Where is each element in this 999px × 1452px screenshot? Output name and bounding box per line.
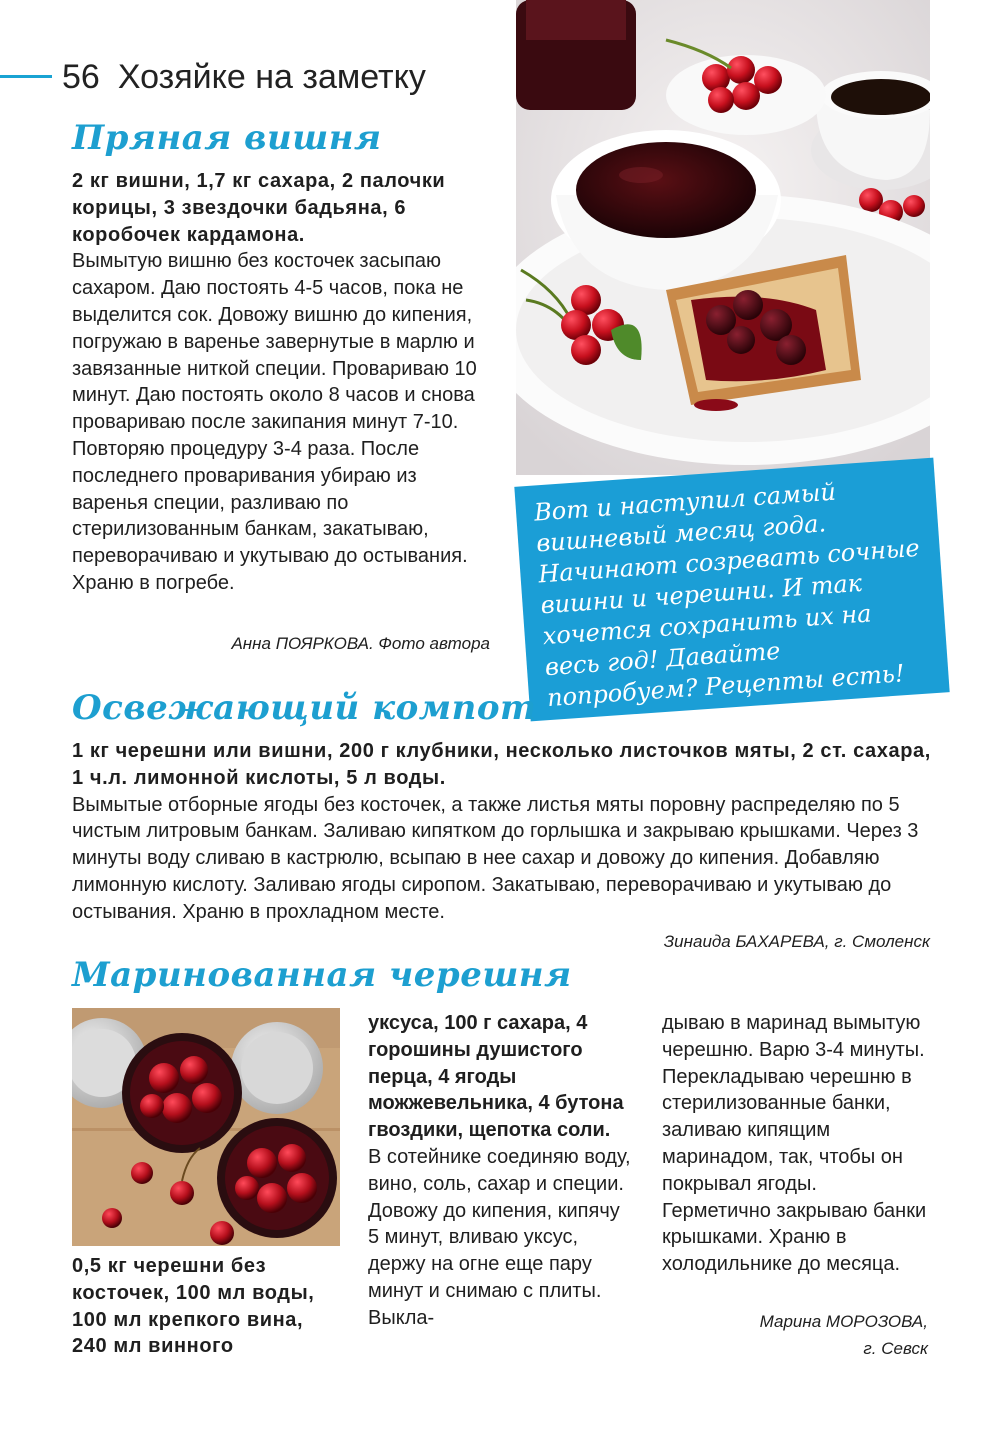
section-title: Хозяйке на заметку bbox=[117, 58, 426, 96]
pickled-cherry-jars-photo bbox=[72, 1008, 340, 1246]
header-rule bbox=[0, 75, 52, 78]
page-header bbox=[62, 58, 426, 97]
callout-text: Вот и наступил самый вишневый месяц года. Начинают созревать сочные вишни и черешни. И так хочется сохранить их на весь год! Давайте попробуем? Рецепты есть! bbox=[533, 477, 921, 713]
recipe1-instructions: Вымытую вишню без косточек засыпаю сахаром. Даю постоять 4-5 часов, пока не выделится сок. Довожу вишню до кипения, погружаю в варенье завернутые в марлю и завязанные ниткой специи. Провариваю 10 минут. Даю постоять около 8 часов и снова провариваю после закипания минут 7-10. Повторяю процедуру 3-4 раза. После последнего проваривания убираю из варенья специи, разливаю по стерилизованным банкам, закатываю, переворачиваю и укутываю до остывания. Храню в погребе. bbox=[72, 250, 477, 594]
cherry-jam-photo bbox=[516, 0, 930, 475]
page-number: 56 bbox=[62, 58, 100, 96]
recipe3-column-right bbox=[662, 1010, 930, 1278]
recipe2-instructions: Вымытые отборные ягоды без косточек, а также листья мяты поровну распределяю по 5 чистым литровым банкам. Заливаю кипятком до горлышка и закрываю крышками. Через 3 минуты воду сливаю в кастрюлю, всыпаю в нее сахар и довожу до кипения. Добавляю лимонную кислоту. Заливаю ягоды сиропом. Закатываю, переворачиваю и укутываю до остывания. Храню в прохладном месте. bbox=[72, 793, 919, 923]
recipe3-author-name: Марина МОРОЗОВА, bbox=[759, 1312, 928, 1331]
recipe2-author: Зинаида БАХАРЕВА, г. Смоленск bbox=[663, 932, 930, 951]
callout-box bbox=[514, 458, 949, 722]
recipe2-text-block bbox=[72, 738, 932, 926]
recipe3-ingredients-end: уксуса, 100 г сахара, 4 горошины душистого перца, 4 ягоды можжевельника, 4 бутона гвоздики, щепотка соли. bbox=[368, 1012, 624, 1142]
recipe2-ingredients: 1 кг черешни или вишни, 200 г клубники, несколько листочков мяты, 2 ст. сахара, 1 ч.л. лимонной кислоты, 5 л воды. bbox=[72, 740, 931, 789]
recipe3-title: Маринованная черешня bbox=[72, 955, 572, 995]
recipe1-author: Анна ПОЯРКОВА. Фото автора bbox=[231, 634, 490, 653]
recipe2-title: Освежающий компот bbox=[72, 688, 537, 728]
recipe1-title: Пряная вишня bbox=[72, 118, 382, 158]
recipe3-author-city: г. Севск bbox=[863, 1339, 928, 1358]
recipe1-ingredients: 2 кг вишни, 1,7 кг сахара, 2 палочки корицы, 3 звездочки бадьяна, 6 коробочек кардамона. bbox=[72, 170, 446, 246]
recipe3-instructions-end: дываю в маринад вымытую черешню. Варю 3-4 минуты. Перекладываю черешню в стерилизованные банки, заливаю кипящим маринадом, так, чтобы он покрывал ягоды. Герметично закрываю банки крышками. Храню в холодильнике до месяца. bbox=[662, 1012, 927, 1276]
recipe3-column-middle bbox=[368, 1010, 636, 1332]
recipe3-ingredients-part1 bbox=[72, 1253, 340, 1360]
recipe3-instructions-start: В сотейнике соединяю воду, вино, соль, сахар и специи. Довожу до кипения, кипячу 5 минут, вливаю уксус, держу на огне еще пару минут и снимаю с плиты. Выкла- bbox=[368, 1145, 631, 1329]
recipe1-text-block bbox=[72, 168, 492, 597]
recipe3-ingredients-start: 0,5 кг черешни без косточек, 100 мл воды, 100 мл крепкого вина, 240 мл винного bbox=[72, 1255, 315, 1358]
